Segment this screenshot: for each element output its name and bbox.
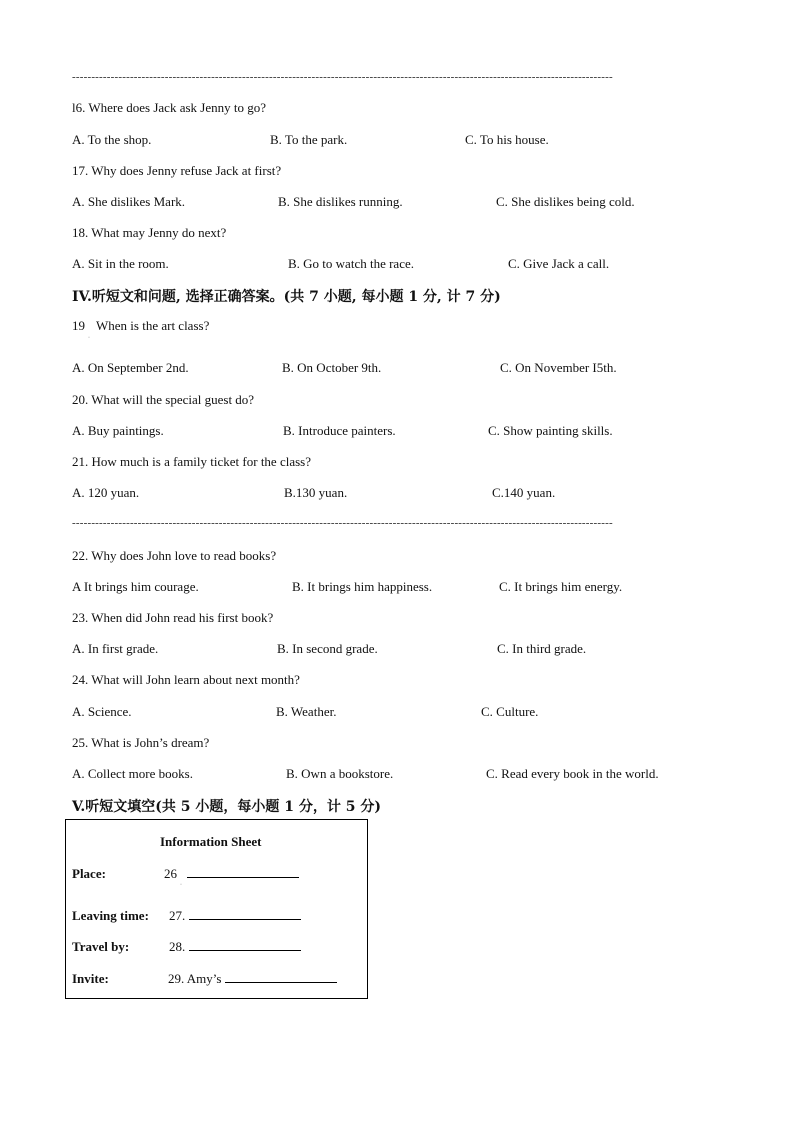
q22-option-a: A It brings him courage. bbox=[72, 579, 199, 594]
place-label: Place: bbox=[72, 866, 106, 881]
q20-option-a: A. Buy paintings. bbox=[72, 423, 164, 438]
section-4-heading: IV.听短文和问题, 选择正确答案。(共 7 小题, 每小题 1 分, 计 7 分) bbox=[72, 289, 501, 305]
q16-option-b: B. To the park. bbox=[270, 132, 348, 147]
travel-by-label: Travel by: bbox=[72, 939, 130, 954]
q16-option-c: C. To his house. bbox=[465, 132, 549, 147]
q22-option-c: C. It brings him energy. bbox=[499, 579, 623, 594]
question-21: 21. How much is a family ticket for the class? bbox=[72, 454, 311, 469]
q21-option-b: B.130 yuan. bbox=[284, 485, 348, 500]
item-28-number: 28. bbox=[169, 939, 186, 954]
q17-option-b: B. She dislikes running. bbox=[278, 194, 403, 209]
question-18: 18. What may Jenny do next? bbox=[72, 225, 227, 240]
q21-option-c: C.140 yuan. bbox=[492, 485, 556, 500]
q24-option-b: B. Weather. bbox=[276, 704, 337, 719]
item-26-number: 26 bbox=[164, 866, 177, 881]
leaving-time-label: Leaving time: bbox=[72, 908, 149, 923]
question-17: 17. Why does Jenny refuse Jack at first? bbox=[72, 163, 282, 178]
information-sheet-box bbox=[65, 819, 368, 999]
separator-line: -------------------------------------------------------------------------------------------------------------------------------------------- bbox=[72, 517, 613, 529]
travel-by-blank bbox=[189, 940, 301, 951]
question-19-number: 19 bbox=[72, 318, 85, 333]
invite-blank bbox=[225, 972, 337, 983]
q24-option-a: A. Science. bbox=[72, 704, 132, 719]
q25-option-b: B. Own a bookstore. bbox=[286, 766, 394, 781]
q23-option-c: C. In third grade. bbox=[497, 641, 587, 656]
place-blank bbox=[187, 867, 299, 878]
question-22: 22. Why does John love to read books? bbox=[72, 548, 277, 563]
q24-option-c: C. Culture. bbox=[481, 704, 539, 719]
q18-option-a: A. Sit in the room. bbox=[72, 256, 169, 271]
q19-option-c: C. On November I5th. bbox=[500, 360, 617, 375]
q25-option-c: C. Read every book in the world. bbox=[486, 766, 659, 781]
section-5-heading: V.听短文填空(共 5 小题，每小题 1 分，计 5 分) bbox=[72, 799, 382, 815]
q23-option-b: B. In second grade. bbox=[277, 641, 378, 656]
leaving-time-field bbox=[169, 908, 301, 924]
q23-option-a: A. In first grade. bbox=[72, 641, 159, 656]
item-29-number: 29. Amy’s bbox=[168, 971, 222, 986]
separator-line: -------------------------------------------------------------------------------------------------------------------------------------------- bbox=[72, 71, 613, 83]
q22-option-b: B. It brings him happiness. bbox=[292, 579, 433, 594]
q21-option-a: A. 120 yuan. bbox=[72, 485, 140, 500]
leaving-time-blank bbox=[189, 909, 301, 920]
question-24: 24. What will John learn about next month? bbox=[72, 672, 300, 687]
question-16: l6. Where does Jack ask Jenny to go? bbox=[72, 100, 266, 115]
place-field bbox=[164, 866, 299, 882]
q18-option-b: B. Go to watch the race. bbox=[288, 256, 414, 271]
question-23: 23. When did John read his first book? bbox=[72, 610, 274, 625]
invite-label: Invite: bbox=[72, 971, 109, 986]
q17-option-c: C. She dislikes being cold. bbox=[496, 194, 635, 209]
question-20: 20. What will the special guest do? bbox=[72, 392, 255, 407]
q18-option-c: C. Give Jack a call. bbox=[508, 256, 610, 271]
item-27-number: 27. bbox=[169, 908, 186, 923]
question-19: When is the art class? bbox=[96, 318, 210, 333]
q20-option-c: C. Show painting skills. bbox=[488, 423, 613, 438]
q19-option-b: B. On October 9th. bbox=[282, 360, 382, 375]
q20-option-b: B. Introduce painters. bbox=[283, 423, 396, 438]
q16-option-a: A. To the shop. bbox=[72, 132, 152, 147]
stray-dot-mark: · bbox=[180, 882, 182, 888]
stray-dot-mark: · bbox=[88, 335, 90, 341]
travel-by-field bbox=[169, 939, 301, 955]
question-25: 25. What is John’s dream? bbox=[72, 735, 210, 750]
q17-option-a: A. She dislikes Mark. bbox=[72, 194, 186, 209]
q19-option-a: A. On September 2nd. bbox=[72, 360, 189, 375]
q25-option-a: A. Collect more books. bbox=[72, 766, 193, 781]
information-sheet-title: Information Sheet bbox=[160, 834, 262, 849]
invite-field bbox=[168, 971, 337, 987]
